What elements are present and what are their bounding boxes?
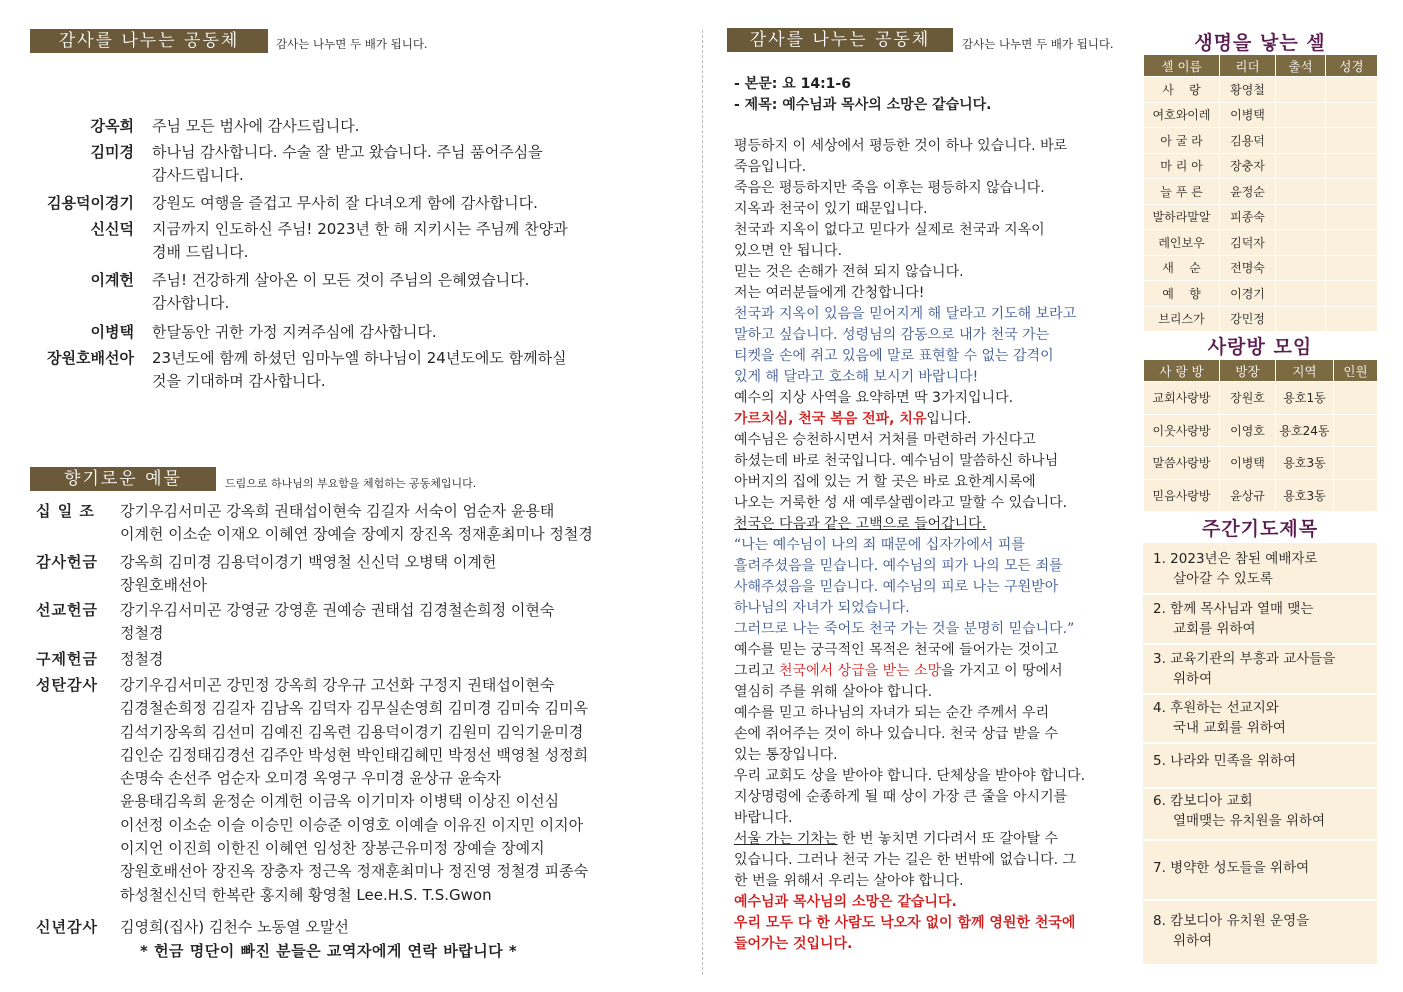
offering-category: 신년감사: [36, 918, 98, 936]
thanks-name: 강옥희: [90, 117, 134, 135]
offering-names: 강기우김서미곤 강민정 강옥희 강우규 고선화 구정지 권태섭이현숙 김경철손희정 김길자 김남옥 김덕자 김무실손영희 김미경 김미숙 김미옥 김석기장옥희 김선미 김예진 김옥련 김용덕이경기 김원미 김익기윤미경 김인순 김정태김경선 김주안 박성현 박인태김혜민 박정선 백영철 성정희 손명숙 손선주 엄순자 오미경 옥영구 우미경 윤상규 윤숙자 윤용태김옥희 윤정순 이계헌 이금옥 이기미자 이병택 이상진 이선심 이선정 이소순 이슬 이승민 이승준 이영호 이예슬 이유진 이지민 이지아 이지언 이진희 이한진 이혜연 임성찬 장봉근유미정 장예슬 장예지 장원호배선아 장진옥 장충자 정근옥 정재훈최미나 정진영 정철경 피종숙 하성철신신덕 한복란 홍지혜 황영철 Lee.H.S. T.S.Gwon: [120, 676, 589, 904]
cells-title: 생명을 낳는 셀: [1194, 32, 1326, 54]
divider: [1143, 593, 1377, 595]
prayer-item: 3. 교육기관의 부흥과 교사들을 위하여: [1153, 651, 1336, 687]
thanks-text: 강원도 여행을 즐겁고 무사히 잘 다녀오게 함에 감사합니다.: [152, 194, 538, 212]
table-row: 브리스가 강민정: [1144, 306, 1378, 332]
rooms-title: 사랑방 모임: [1207, 336, 1313, 358]
offering-category: 구제헌금: [36, 650, 98, 668]
divider: [1143, 643, 1377, 645]
col-cell-name: 셀 이름: [1144, 55, 1220, 77]
prayer-item: 4. 후원하는 선교지와 국내 교회를 위하여: [1153, 700, 1286, 736]
offering-notice: * 헌금 명단이 빠진 분들은 교역자에게 연락 바랍니다 *: [140, 942, 518, 960]
thanks-text: 한달동안 귀한 가정 지켜주심에 감사합니다.: [152, 323, 437, 341]
thanks-text: 23년도에 함께 하셨던 임마누엘 하나님이 24년도에도 함께하실 것을 기대하며 감사합니다.: [152, 349, 567, 390]
page-divider: [702, 30, 703, 975]
table-row: 새 순 전명숙: [1144, 255, 1378, 281]
offering-category: 십 일 조: [36, 502, 95, 520]
cells-table: [1143, 54, 1378, 332]
prayer-item: 8. 캄보디아 유치원 운영을 위하여: [1153, 913, 1310, 949]
table-row: 예 향 이경기: [1144, 281, 1378, 307]
divider: [1143, 693, 1377, 695]
offering-names: 강기우김서미곤 강옥희 권태섭이현숙 김길자 서숙이 엄순자 윤용태 이계헌 이소순 이재오 이혜연 장예슬 장예지 장진옥 정재훈최미나 정철경: [120, 502, 593, 544]
thanks-name: 이계헌: [90, 271, 134, 289]
sermon-text: 평등하지 이 세상에서 평등한 것이 하나 있습니다. 바로 죽음입니다. 죽음은 평등하지만 죽음 이후는 평등하지 않습니다. 지옥과 천국이 있기 때문입니다. 천국과 지옥이 없다고 믿다가 실제로 천국과 지옥이 있으면 안 됩니다. 믿는 것은 손해가 전혀 되지 않습니다. 저는 여러분들에게 간청합니다! 천국과 지옥이 있음을 믿어지게 해 달라고 기도해 보라고 말하고 싶습니다. 성령님의 감동으로 내가 천국 가는 티켓을 손에 쥐고 있음에 말로 표현할 수 없는 감격이 있게 해 달라고 호소해 보시기 바랍니다! 예수의 지상 사역을 요약하면 딱 3가지입니다. 가르치심, 천국 복음 전파, 치유입니다. 예수님은 승천하시면서 거처를 마련하러 가신다고 하셨는데 바로 천국입니다. 예수님이 말씀하신 하나님 아버지의 집에 있는 거 할 곳은 바로 요한계시록에 나오는 거룩한 성 새 예루살렘이라고 말할 수 있습니다. 천국은 다음과 같은 고백으로 들어갑니다. “나는 예수님이 나의 죄 때문에 십자가에서 피를 흘려주셨음을 믿습니다. 예수님의 피가 나의 모든 죄를 사해주셨음을 믿습니다. 예수님의 피로 나는 구원받아 하나님의 자녀가 되었습니다. 그러므로 나는 죽어도 천국 가는 것을 분명히 믿습니다.” 예수를 믿는 궁극적인 목적은 천국에 들어가는 것이고 그리고 천국에서 상급을 받는 소망을 가지고 이 땅에서 열심히 주를 위해 살아야 합니다. 예수를 믿고 하나님의 자녀가 되는 순간 주께서 우리 손에 쥐어주는 것이 하나 있습니다. 천국 상급 받을 수 있는 통장입니다. 우리 교회도 상을 받아야 합니다. 단체상을 받아야 합니다. 지상명령에 순종하게 될 때 상이 가장 큰 줄을 아시기를 바랍니다. 서울 가는 기차는 한 번 놓치면 기다려서 또 갈아탈 수 있습니다. 그러나 천국 가는 길은 한 번밖에 없습니다. 그 한 번을 위해서 우리는 살아야 합니다. 예수님과 목사님의 소망은 같습니다. 우리 모두 다 한 사람도 낙오자 없이 함께 영원한 천국에 들어가는 것입니다.: [734, 138, 1086, 952]
prayer-item: 6. 캄보디아 교회 열매맺는 유치원을 위하여: [1153, 793, 1326, 829]
rooms-header-row: [1144, 360, 1378, 382]
thanks-name: 이병택: [90, 323, 134, 341]
table-row: 믿음사랑방 윤상규 용호3동: [1144, 479, 1378, 512]
divider: [1143, 839, 1377, 841]
thanks-name: 장원호배선아: [47, 349, 134, 367]
offering-banner: 향기로운 예물: [30, 467, 216, 491]
col-area: 지역: [1276, 360, 1334, 382]
prayer-list: [1143, 543, 1377, 964]
divider: [1143, 899, 1377, 901]
table-row: 아 굴 라 김용덕: [1144, 128, 1378, 154]
prayer-item: 1. 2023년은 참된 예배자로 살아갈 수 있도록: [1153, 551, 1318, 587]
thanks-text: 주님! 건강하게 살아온 이 모든 것이 주님의 은혜였습니다. 감사합니다.: [152, 271, 530, 312]
col-leader: 리더: [1220, 55, 1276, 77]
table-row: 말씀사랑방 이병택 용호3동: [1144, 447, 1378, 480]
thanks-name: 김미경: [90, 143, 134, 161]
sermon-banner: 감사를 나누는 공동체: [727, 28, 953, 52]
offering-category: 감사헌금: [36, 553, 98, 571]
cells-header-row: [1144, 55, 1378, 77]
table-row: 교회사랑방 장원호 용호1동: [1144, 382, 1378, 415]
thanks-text: 주님 모든 범사에 감사드립니다.: [152, 117, 360, 135]
table-row: 늘 푸 른 윤정순: [1144, 179, 1378, 205]
offering-category: 선교헌금: [36, 601, 98, 619]
divider: [1143, 742, 1377, 744]
table-row: 이웃사랑방 이영호 용호24동: [1144, 414, 1378, 447]
prayer-item: 7. 병약한 성도들을 위하여: [1153, 860, 1310, 876]
col-bible: 성경: [1326, 55, 1378, 77]
col-host: 방장: [1220, 360, 1276, 382]
table-row: 레인보우 김덕자: [1144, 230, 1378, 256]
thanks-text: 지금까지 인도하신 주님! 2023년 한 해 지키시는 주님께 찬양과 경배 드립니다.: [152, 220, 568, 261]
table-row: 사 랑 황영철: [1144, 77, 1378, 103]
col-count: 인원: [1334, 360, 1378, 382]
offering-names: 강기우김서미곤 강영균 강영훈 권예승 권태섭 김경철손희정 이현숙 정철경: [120, 601, 555, 643]
col-room: 사 랑 방: [1144, 360, 1220, 382]
thanks-banner: 감사를 나누는 공동체: [30, 29, 268, 53]
thanks-subtitle: 감사는 나누면 두 배가 됩니다.: [276, 37, 428, 51]
thanks-name: 신신덕: [90, 220, 134, 238]
thanks-name: 김용덕이경기: [47, 194, 134, 212]
table-row: 발하라말알 피종숙: [1144, 204, 1378, 230]
table-row: 여호와이레 이병택: [1144, 102, 1378, 128]
divider: [1143, 787, 1377, 789]
offering-names: 김영희(집사) 김천수 노동열 오말선: [120, 918, 349, 936]
sermon-title: - 제목: 예수님과 목사의 소망은 같습니다.: [734, 97, 992, 113]
sermon-subtitle: 감사는 나누면 두 배가 됩니다.: [962, 37, 1114, 51]
sermon-body: [734, 74, 1132, 116]
offering-subtitle: 드림으로 하나님의 부요함을 체험하는 공동체입니다.: [225, 477, 477, 490]
offering-names: 정철경: [120, 650, 164, 668]
rooms-table: [1143, 359, 1378, 512]
offering-names: 강옥희 김미경 김용덕이경기 백영철 신신덕 오병택 이계헌 장원호배선아: [120, 553, 497, 595]
thanks-text: 하나님 감사합니다. 수술 잘 받고 왔습니다. 주님 품어주심을 감사드립니다.: [152, 143, 543, 184]
table-row: 마 리 아 장충자: [1144, 153, 1378, 179]
prayer-item: 2. 함께 목사님과 열매 맺는 교회를 위하여: [1153, 601, 1314, 637]
col-attendance: 출석: [1276, 55, 1326, 77]
sermon-passage: - 본문: 요 14:1-6: [734, 76, 851, 92]
prayer-item: 5. 나라와 민족을 위하여: [1153, 753, 1297, 769]
prayer-title: 주간기도제목: [1201, 518, 1319, 540]
offering-category: 성탄감사: [36, 676, 98, 694]
